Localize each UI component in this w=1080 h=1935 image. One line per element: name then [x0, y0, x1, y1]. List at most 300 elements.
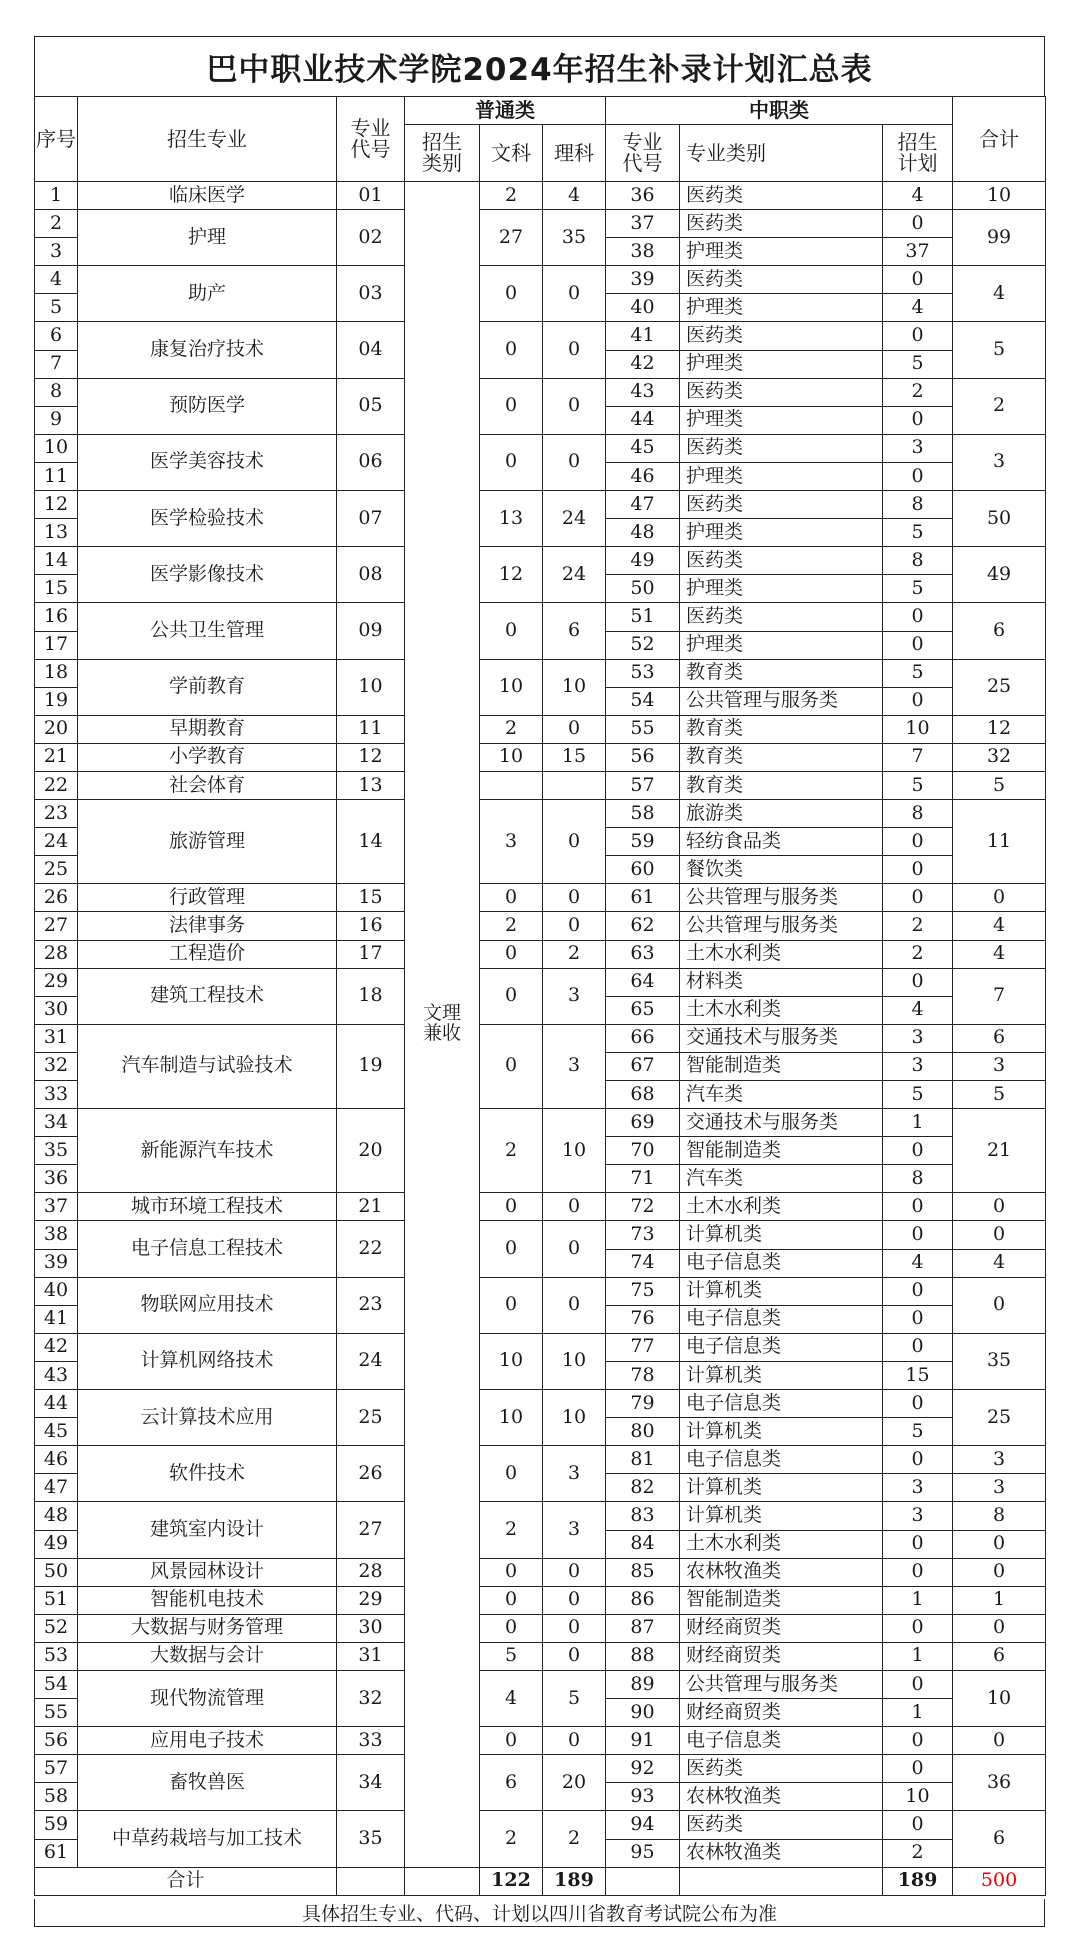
seq-cell: 43: [35, 1361, 78, 1389]
seq-cell: 26: [35, 884, 78, 912]
table-row: [35, 378, 1046, 406]
major-name-cell: 建筑室内设计: [78, 1502, 337, 1558]
seq-cell: 13: [35, 519, 78, 547]
voc-code-cell: 49: [606, 547, 680, 575]
voc-plan-cell: 1: [883, 1586, 953, 1614]
major-name-cell: 汽车制造与试验技术: [78, 1024, 337, 1108]
voc-category-cell: 旅游类: [680, 800, 883, 828]
seq-cell: 56: [35, 1727, 78, 1755]
science-count-cell: 0: [543, 266, 606, 322]
voc-category-cell: 护理类: [680, 631, 883, 659]
voc-code-cell: 50: [606, 575, 680, 603]
voc-category-cell: 土木水利类: [680, 1530, 883, 1558]
voc-plan-cell: 0: [883, 322, 953, 350]
row-total-cell: 5: [953, 322, 1046, 378]
summary-sheet: [34, 36, 1045, 1927]
major-code-cell: 25: [337, 1390, 405, 1446]
voc-plan-cell: 7: [883, 743, 953, 771]
table-row: [35, 800, 1046, 828]
voc-category-cell: 医药类: [680, 210, 883, 238]
voc-plan-cell: 8: [883, 800, 953, 828]
voc-plan-cell: 3: [883, 1474, 953, 1502]
science-count-cell: 0: [543, 884, 606, 912]
voc-code-cell: 48: [606, 519, 680, 547]
voc-category-cell: 医药类: [680, 547, 883, 575]
voc-plan-cell: 10: [883, 1783, 953, 1811]
voc-category-cell: 汽车类: [680, 1165, 883, 1193]
voc-code-cell: 53: [606, 659, 680, 687]
major-name-cell: 中草药栽培与加工技术: [78, 1811, 337, 1867]
major-code-cell: 24: [337, 1333, 405, 1389]
voc-category-cell: 教育类: [680, 771, 883, 799]
voc-plan-cell: 0: [883, 1221, 953, 1249]
seq-cell: 59: [35, 1811, 78, 1839]
voc-plan-cell: 5: [883, 771, 953, 799]
major-name-cell: 现代物流管理: [78, 1670, 337, 1726]
major-name-cell: 城市环境工程技术: [78, 1193, 337, 1221]
voc-plan-cell: 5: [883, 350, 953, 378]
header-major-code: 专业 代号: [337, 97, 405, 182]
science-count-cell: 24: [543, 491, 606, 547]
science-count-cell: 6: [543, 603, 606, 659]
major-name-cell: 软件技术: [78, 1446, 337, 1502]
row-total-cell: 3: [953, 1052, 1046, 1080]
voc-plan-cell: 1: [883, 1699, 953, 1727]
seq-cell: 61: [35, 1839, 78, 1867]
voc-code-cell: 71: [606, 1165, 680, 1193]
major-code-cell: 03: [337, 266, 405, 322]
voc-category-cell: 轻纺食品类: [680, 828, 883, 856]
science-count-cell: 0: [543, 378, 606, 434]
voc-plan-cell: 4: [883, 182, 953, 210]
seq-cell: 19: [35, 687, 78, 715]
table-row: [35, 1333, 1046, 1361]
voc-code-cell: 36: [606, 182, 680, 210]
major-code-cell: 11: [337, 715, 405, 743]
voc-category-cell: 教育类: [680, 743, 883, 771]
seq-cell: 14: [35, 547, 78, 575]
row-total-cell: 4: [953, 912, 1046, 940]
voc-category-cell: 护理类: [680, 350, 883, 378]
seq-cell: 18: [35, 659, 78, 687]
science-count-cell: 0: [543, 1642, 606, 1670]
table-row: [35, 322, 1046, 350]
row-total-cell: 8: [953, 1502, 1046, 1530]
arts-count-cell: 10: [480, 1333, 543, 1389]
voc-code-cell: 92: [606, 1755, 680, 1783]
table-row: [35, 434, 1046, 462]
voc-code-cell: 43: [606, 378, 680, 406]
voc-plan-cell: 5: [883, 1418, 953, 1446]
arts-count-cell: 0: [480, 266, 543, 322]
header-arts: 文科: [480, 125, 543, 182]
voc-code-cell: 82: [606, 1474, 680, 1502]
seq-cell: 4: [35, 266, 78, 294]
table-row: [35, 771, 1046, 799]
science-count-cell: 0: [543, 322, 606, 378]
science-count-cell: 35: [543, 210, 606, 266]
voc-plan-cell: 5: [883, 575, 953, 603]
voc-code-cell: 88: [606, 1642, 680, 1670]
voc-plan-cell: 5: [883, 1081, 953, 1109]
table-row: [35, 1670, 1046, 1698]
voc-plan-cell: 1: [883, 1642, 953, 1670]
arts-count-cell: 0: [480, 1586, 543, 1614]
science-count-cell: 0: [543, 800, 606, 884]
science-count-cell: 20: [543, 1755, 606, 1811]
voc-category-cell: 汽车类: [680, 1081, 883, 1109]
major-name-cell: 计算机网络技术: [78, 1333, 337, 1389]
major-code-cell: 33: [337, 1727, 405, 1755]
row-total-cell: 3: [953, 1446, 1046, 1474]
seq-cell: 15: [35, 575, 78, 603]
seq-cell: 22: [35, 771, 78, 799]
arts-count-cell: 10: [480, 743, 543, 771]
row-total-cell: 21: [953, 1109, 1046, 1193]
seq-cell: 25: [35, 856, 78, 884]
row-total-cell: 0: [953, 1727, 1046, 1755]
voc-category-cell: 电子信息类: [680, 1390, 883, 1418]
voc-code-cell: 59: [606, 828, 680, 856]
arts-count-cell: 0: [480, 1446, 543, 1502]
row-total-cell: 0: [953, 884, 1046, 912]
seq-cell: 41: [35, 1305, 78, 1333]
voc-code-cell: 95: [606, 1839, 680, 1867]
seq-cell: 32: [35, 1052, 78, 1080]
major-code-cell: 10: [337, 659, 405, 715]
row-total-cell: 0: [953, 1277, 1046, 1333]
table-row: [35, 912, 1046, 940]
row-total-cell: 6: [953, 1642, 1046, 1670]
arts-count-cell: 10: [480, 1390, 543, 1446]
voc-code-cell: 69: [606, 1109, 680, 1137]
major-name-cell: 康复治疗技术: [78, 322, 337, 378]
row-total-cell: 0: [953, 1614, 1046, 1642]
seq-cell: 45: [35, 1418, 78, 1446]
row-total-cell: 12: [953, 715, 1046, 743]
science-count-cell: 0: [543, 1277, 606, 1333]
major-code-cell: 30: [337, 1614, 405, 1642]
arts-count-cell: 0: [480, 1277, 543, 1333]
row-total-cell: 25: [953, 659, 1046, 715]
voc-category-cell: 交通技术与服务类: [680, 1024, 883, 1052]
table-row: [35, 210, 1046, 238]
arts-count-cell: 0: [480, 1221, 543, 1277]
seq-cell: 54: [35, 1670, 78, 1698]
seq-cell: 46: [35, 1446, 78, 1474]
voc-code-cell: 39: [606, 266, 680, 294]
major-code-cell: 22: [337, 1221, 405, 1277]
voc-plan-cell: 0: [883, 406, 953, 434]
seq-cell: 47: [35, 1474, 78, 1502]
voc-plan-cell: 2: [883, 940, 953, 968]
major-name-cell: 行政管理: [78, 884, 337, 912]
science-count-cell: 10: [543, 1390, 606, 1446]
table-row: [35, 603, 1046, 631]
arts-count-cell: 12: [480, 547, 543, 603]
voc-category-cell: 财经商贸类: [680, 1699, 883, 1727]
row-total-cell: 25: [953, 1390, 1046, 1446]
major-code-cell: 27: [337, 1502, 405, 1558]
major-code-cell: 23: [337, 1277, 405, 1333]
table-row: [35, 1755, 1046, 1783]
major-name-cell: 畜牧兽医: [78, 1755, 337, 1811]
major-code-cell: 08: [337, 547, 405, 603]
major-code-cell: 32: [337, 1670, 405, 1726]
header-admission-type: 招生 类别: [405, 125, 480, 182]
seq-cell: 28: [35, 940, 78, 968]
row-total-cell: 50: [953, 491, 1046, 547]
science-count-cell: 3: [543, 968, 606, 1024]
voc-code-cell: 67: [606, 1052, 680, 1080]
voc-plan-cell: 0: [883, 266, 953, 294]
seq-cell: 36: [35, 1165, 78, 1193]
major-code-cell: 18: [337, 968, 405, 1024]
major-code-cell: 04: [337, 322, 405, 378]
major-code-cell: 09: [337, 603, 405, 659]
row-total-cell: 0: [953, 1221, 1046, 1249]
voc-code-cell: 65: [606, 996, 680, 1024]
row-total-cell: 7: [953, 968, 1046, 1024]
voc-code-cell: 66: [606, 1024, 680, 1052]
voc-category-cell: 公共管理与服务类: [680, 884, 883, 912]
seq-cell: 21: [35, 743, 78, 771]
arts-count-cell: 0: [480, 1727, 543, 1755]
voc-code-cell: 52: [606, 631, 680, 659]
seq-cell: 42: [35, 1333, 78, 1361]
voc-category-cell: 医药类: [680, 322, 883, 350]
seq-cell: 24: [35, 828, 78, 856]
table-row: [35, 266, 1046, 294]
voc-code-cell: 77: [606, 1333, 680, 1361]
major-name-cell: 医学美容技术: [78, 434, 337, 490]
summary-plan-cell: 189: [883, 1867, 953, 1895]
voc-code-cell: 62: [606, 912, 680, 940]
voc-category-cell: 护理类: [680, 575, 883, 603]
voc-plan-cell: 0: [883, 856, 953, 884]
voc-category-cell: 电子信息类: [680, 1249, 883, 1277]
voc-category-cell: 计算机类: [680, 1221, 883, 1249]
summary-science-cell: 189: [543, 1867, 606, 1895]
voc-plan-cell: 4: [883, 996, 953, 1024]
major-name-cell: 旅游管理: [78, 800, 337, 884]
voc-category-cell: 公共管理与服务类: [680, 687, 883, 715]
voc-code-cell: 57: [606, 771, 680, 799]
major-code-cell: 01: [337, 182, 405, 210]
summary-arts-cell: 122: [480, 1867, 543, 1895]
voc-code-cell: 47: [606, 491, 680, 519]
voc-plan-cell: 3: [883, 434, 953, 462]
major-name-cell: 小学教育: [78, 743, 337, 771]
voc-category-cell: 智能制造类: [680, 1137, 883, 1165]
seq-cell: 34: [35, 1109, 78, 1137]
table-row: [35, 1390, 1046, 1418]
voc-plan-cell: 0: [883, 603, 953, 631]
row-total-cell: 6: [953, 603, 1046, 659]
arts-count-cell: 2: [480, 1502, 543, 1558]
voc-category-cell: 农林牧渔类: [680, 1839, 883, 1867]
major-code-cell: 29: [337, 1586, 405, 1614]
science-count-cell: 0: [543, 1221, 606, 1277]
seq-cell: 51: [35, 1586, 78, 1614]
summary-empty-cell: [405, 1867, 480, 1895]
voc-plan-cell: 0: [883, 1614, 953, 1642]
voc-plan-cell: 0: [883, 828, 953, 856]
major-code-cell: 21: [337, 1193, 405, 1221]
science-count-cell: 3: [543, 1446, 606, 1502]
voc-code-cell: 81: [606, 1446, 680, 1474]
table-row: [35, 1109, 1046, 1137]
summary-row: [35, 1867, 1046, 1895]
major-code-cell: 12: [337, 743, 405, 771]
arts-count-cell: 10: [480, 659, 543, 715]
voc-plan-cell: 0: [883, 884, 953, 912]
voc-code-cell: 68: [606, 1081, 680, 1109]
table-row: [35, 1024, 1046, 1052]
row-total-cell: 2: [953, 378, 1046, 434]
arts-count-cell: 0: [480, 1024, 543, 1108]
table-row: [35, 1811, 1046, 1839]
voc-code-cell: 42: [606, 350, 680, 378]
voc-category-cell: 护理类: [680, 294, 883, 322]
voc-code-cell: 80: [606, 1418, 680, 1446]
voc-code-cell: 79: [606, 1390, 680, 1418]
science-count-cell: 2: [543, 940, 606, 968]
seq-cell: 40: [35, 1277, 78, 1305]
major-code-cell: 02: [337, 210, 405, 266]
voc-code-cell: 78: [606, 1361, 680, 1389]
voc-plan-cell: 3: [883, 1052, 953, 1080]
arts-count-cell: 0: [480, 884, 543, 912]
table-row: [35, 884, 1046, 912]
voc-category-cell: 土木水利类: [680, 996, 883, 1024]
voc-category-cell: 交通技术与服务类: [680, 1109, 883, 1137]
major-name-cell: 建筑工程技术: [78, 968, 337, 1024]
science-count-cell: 0: [543, 1193, 606, 1221]
voc-category-cell: 电子信息类: [680, 1446, 883, 1474]
sheet-title: 巴中职业技术学院2024年招生补录计划汇总表: [34, 36, 1045, 96]
table-row: [35, 715, 1046, 743]
voc-code-cell: 41: [606, 322, 680, 350]
header-voc-category: 专业类别: [680, 125, 883, 182]
voc-category-cell: 护理类: [680, 406, 883, 434]
enrollment-table: [34, 96, 1046, 1896]
voc-category-cell: 教育类: [680, 715, 883, 743]
voc-category-cell: 智能制造类: [680, 1052, 883, 1080]
voc-plan-cell: 0: [883, 1277, 953, 1305]
seq-cell: 55: [35, 1699, 78, 1727]
voc-category-cell: 餐饮类: [680, 856, 883, 884]
voc-code-cell: 94: [606, 1811, 680, 1839]
major-name-cell: 物联网应用技术: [78, 1277, 337, 1333]
row-total-cell: 6: [953, 1024, 1046, 1052]
header-voc-code: 专业 代号: [606, 125, 680, 182]
major-code-cell: 05: [337, 378, 405, 434]
voc-plan-cell: 10: [883, 715, 953, 743]
arts-count-cell: 2: [480, 1811, 543, 1867]
major-code-cell: 17: [337, 940, 405, 968]
voc-code-cell: 86: [606, 1586, 680, 1614]
header-total: 合计: [953, 97, 1046, 182]
seq-cell: 49: [35, 1530, 78, 1558]
row-total-cell: 6: [953, 1811, 1046, 1867]
seq-cell: 3: [35, 238, 78, 266]
voc-category-cell: 医药类: [680, 378, 883, 406]
arts-count-cell: 0: [480, 603, 543, 659]
major-name-cell: 云计算技术应用: [78, 1390, 337, 1446]
seq-cell: 8: [35, 378, 78, 406]
voc-code-cell: 51: [606, 603, 680, 631]
voc-plan-cell: 3: [883, 1502, 953, 1530]
voc-category-cell: 医药类: [680, 1811, 883, 1839]
header-vocational-group: 中职类: [606, 97, 953, 125]
seq-cell: 44: [35, 1390, 78, 1418]
voc-code-cell: 72: [606, 1193, 680, 1221]
table-row: [35, 1642, 1046, 1670]
table-row: [35, 1277, 1046, 1305]
voc-plan-cell: 0: [883, 1530, 953, 1558]
science-count-cell: 15: [543, 743, 606, 771]
major-name-cell: 工程造价: [78, 940, 337, 968]
major-name-cell: 公共卫生管理: [78, 603, 337, 659]
summary-label-cell: 合计: [35, 1867, 337, 1895]
science-count-cell: 0: [543, 1727, 606, 1755]
voc-plan-cell: 0: [883, 1755, 953, 1783]
seq-cell: 5: [35, 294, 78, 322]
arts-count-cell: 2: [480, 912, 543, 940]
science-count-cell: 0: [543, 434, 606, 490]
voc-category-cell: 计算机类: [680, 1474, 883, 1502]
seq-cell: 29: [35, 968, 78, 996]
voc-code-cell: 85: [606, 1558, 680, 1586]
major-name-cell: 助产: [78, 266, 337, 322]
table-row: [35, 1193, 1046, 1221]
row-total-cell: 10: [953, 182, 1046, 210]
voc-category-cell: 电子信息类: [680, 1727, 883, 1755]
arts-count-cell: 13: [480, 491, 543, 547]
voc-plan-cell: 0: [883, 1193, 953, 1221]
voc-code-cell: 76: [606, 1305, 680, 1333]
major-code-cell: 20: [337, 1109, 405, 1193]
row-total-cell: 4: [953, 940, 1046, 968]
row-total-cell: 3: [953, 1474, 1046, 1502]
voc-plan-cell: 0: [883, 1811, 953, 1839]
voc-category-cell: 公共管理与服务类: [680, 912, 883, 940]
table-row: [35, 743, 1046, 771]
voc-category-cell: 计算机类: [680, 1361, 883, 1389]
row-total-cell: 0: [953, 1558, 1046, 1586]
voc-code-cell: 40: [606, 294, 680, 322]
voc-code-cell: 37: [606, 210, 680, 238]
row-total-cell: 3: [953, 434, 1046, 490]
major-code-cell: 19: [337, 1024, 405, 1108]
voc-category-cell: 电子信息类: [680, 1305, 883, 1333]
arts-count-cell: 0: [480, 1558, 543, 1586]
voc-code-cell: 45: [606, 434, 680, 462]
seq-cell: 27: [35, 912, 78, 940]
major-name-cell: 大数据与财务管理: [78, 1614, 337, 1642]
arts-count-cell: 0: [480, 1193, 543, 1221]
seq-cell: 23: [35, 800, 78, 828]
table-row: [35, 182, 1046, 210]
science-count-cell: 0: [543, 1558, 606, 1586]
voc-plan-cell: 8: [883, 1165, 953, 1193]
science-count-cell: 4: [543, 182, 606, 210]
major-name-cell: 风景园林设计: [78, 1558, 337, 1586]
table-row: [35, 1586, 1046, 1614]
major-name-cell: 学前教育: [78, 659, 337, 715]
voc-category-cell: 医药类: [680, 603, 883, 631]
